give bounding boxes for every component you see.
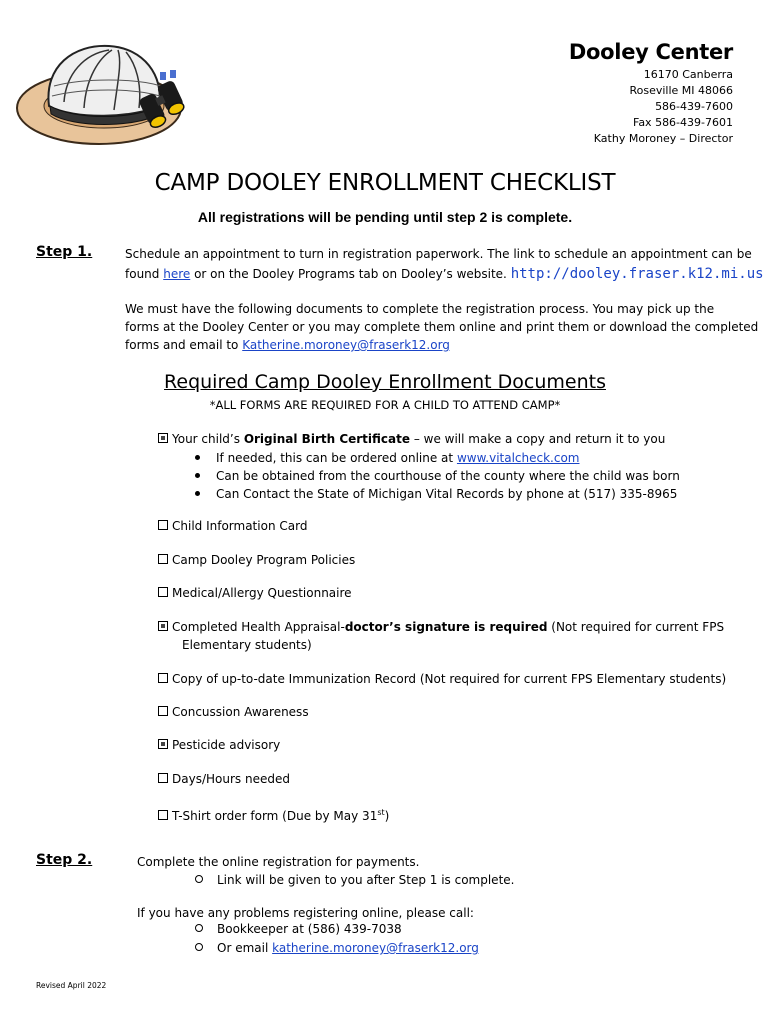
step-2-bullet-1 (195, 873, 514, 887)
step-1-line-2 (125, 265, 764, 283)
checkbox-icon[interactable] (158, 520, 168, 530)
checklist-item-tshirt (158, 804, 389, 825)
tshirt-sup: st (377, 808, 385, 817)
checkbox-icon[interactable] (158, 621, 168, 631)
checklist-item-medical (158, 585, 352, 602)
bullet-icon (195, 491, 200, 496)
checklist-item-health-appraisal (158, 619, 724, 636)
checkbox-icon[interactable] (158, 587, 168, 597)
birth-cert-bullet-3-text: Can Contact the State of Michigan Vital Records by phone at (517) 335-8965 (216, 487, 678, 501)
step-1-label: Step 1. (36, 244, 93, 260)
step-2-line-2: If you have any problems registering online, please call: (137, 906, 474, 920)
checkbox-icon[interactable] (158, 810, 168, 820)
step-1-line-2-post: or on the Dooley Programs tab on Dooley’s website. (190, 267, 511, 281)
revised-date: Revised April 2022 (36, 981, 107, 990)
circle-bullet-icon (195, 943, 203, 951)
birth-cert-pre: Your child’s (172, 432, 244, 446)
tshirt-post: ) (384, 809, 390, 823)
medical-label: Medical/Allergy Questionnaire (172, 586, 352, 600)
org-name: Dooley Center (568, 40, 733, 64)
days-hours-label: Days/Hours needed (172, 772, 290, 786)
page-title: CAMP DOOLEY ENROLLMENT CHECKLIST (154, 170, 616, 196)
birth-cert-bullet-1-text: If needed, this can be ordered online at (216, 451, 457, 465)
step-1-para-2-line-1: We must have the following documents to complete the registration process. You may pick up the (125, 302, 715, 316)
policies-label: Camp Dooley Program Policies (172, 553, 356, 567)
step-2-bullet-2-text: Bookkeeper at (586) 439-7038 (217, 922, 402, 936)
birth-cert-bullet-1 (195, 449, 580, 467)
step-2-bullet-2 (195, 922, 402, 936)
birth-cert-bullet-2-text: Can be obtained from the courthouse of the county where the child was born (216, 469, 680, 483)
checkbox-icon[interactable] (158, 706, 168, 716)
tshirt-pre: T-Shirt order form (Due by May 31 (172, 809, 378, 823)
director-name: Kathy Moroney – Director (593, 132, 733, 145)
checklist-item-child-info (158, 518, 307, 535)
checklist-item-concussion (158, 704, 309, 721)
vitalcheck-link[interactable]: www.vitalcheck.com (456, 451, 580, 465)
birth-cert-bold: Original Birth Certificate (243, 432, 411, 446)
step-1-para-2-line-3 (125, 336, 450, 354)
address-line-2: Roseville MI 48066 (629, 84, 733, 97)
child-info-label: Child Information Card (172, 519, 308, 533)
checklist-item-immunization (158, 671, 726, 688)
pending-note: All registrations will be pending until step 2 is complete. (197, 209, 573, 225)
bullet-icon (195, 455, 200, 460)
website-url-link[interactable]: http://dooley.fraser.k12.mi.us (510, 266, 764, 282)
circle-bullet-icon (195, 924, 203, 932)
checkbox-icon[interactable] (158, 673, 168, 683)
here-link[interactable]: here (163, 267, 191, 281)
address-line-1: 16170 Canberra (643, 68, 733, 81)
health-pre: Completed Health Appraisal- (172, 620, 345, 634)
email-link[interactable]: Katherine.moroney@fraserk12.org (242, 338, 450, 352)
concussion-label: Concussion Awareness (172, 705, 309, 719)
health-line-2: Elementary students) (182, 638, 312, 652)
phone-number: 586-439-7600 (655, 100, 733, 113)
step-1-para-2-line-2: forms at the Dooley Center or you may complete them online and print them or download the completed (125, 320, 759, 334)
birth-cert-bullet-3 (195, 485, 677, 503)
step-2-label: Step 2. (36, 852, 93, 868)
birth-cert-post: – we will make a copy and return it to you (410, 432, 666, 446)
checklist-item-birth-certificate (158, 431, 665, 448)
pesticide-label: Pesticide advisory (172, 738, 281, 752)
step-2-bullet-3 (195, 941, 479, 955)
step-2-bullet-1-text: Link will be given to you after Step 1 is complete. (217, 873, 515, 887)
step-1-line-2-pre: found (125, 267, 164, 281)
checkbox-icon[interactable] (158, 554, 168, 564)
step-2-bullet-3-pre: Or email (217, 941, 273, 955)
bullet-icon (195, 473, 200, 478)
section-title (0, 371, 770, 393)
health-post: (Not required for current FPS (547, 620, 725, 634)
circle-bullet-icon (195, 875, 203, 883)
step-1-para-2-line-3-pre: forms and email to (125, 338, 243, 352)
step-1-line-1: Schedule an appointment to turn in registration paperwork. The link to schedule an appointment can be (125, 247, 752, 261)
bookkeeper-email-link[interactable]: katherine.moroney@fraserk12.org (272, 941, 479, 955)
checkbox-icon[interactable] (158, 773, 168, 783)
checklist-item-pesticide (158, 737, 280, 754)
checkbox-icon[interactable] (158, 739, 168, 749)
health-bold: doctor’s signature is required (344, 620, 548, 634)
birth-cert-bullet-2 (195, 467, 680, 485)
checklist-item-days-hours (158, 771, 290, 788)
required-note: *ALL FORMS ARE REQUIRED FOR A CHILD TO ATTEND CAMP* (209, 398, 561, 412)
safari-hat-binoculars-icon (14, 36, 204, 154)
checkbox-icon[interactable] (158, 433, 168, 443)
checklist-item-policies (158, 552, 355, 569)
immunization-label: Copy of up-to-date Immunization Record (Not required for current FPS Elementary students) (172, 672, 727, 686)
section-title-text: Required Camp Dooley Enrollment Documents (164, 371, 606, 393)
fax-number: Fax 586-439-7601 (633, 116, 733, 129)
step-2-line-1: Complete the online registration for payments. (137, 855, 420, 869)
